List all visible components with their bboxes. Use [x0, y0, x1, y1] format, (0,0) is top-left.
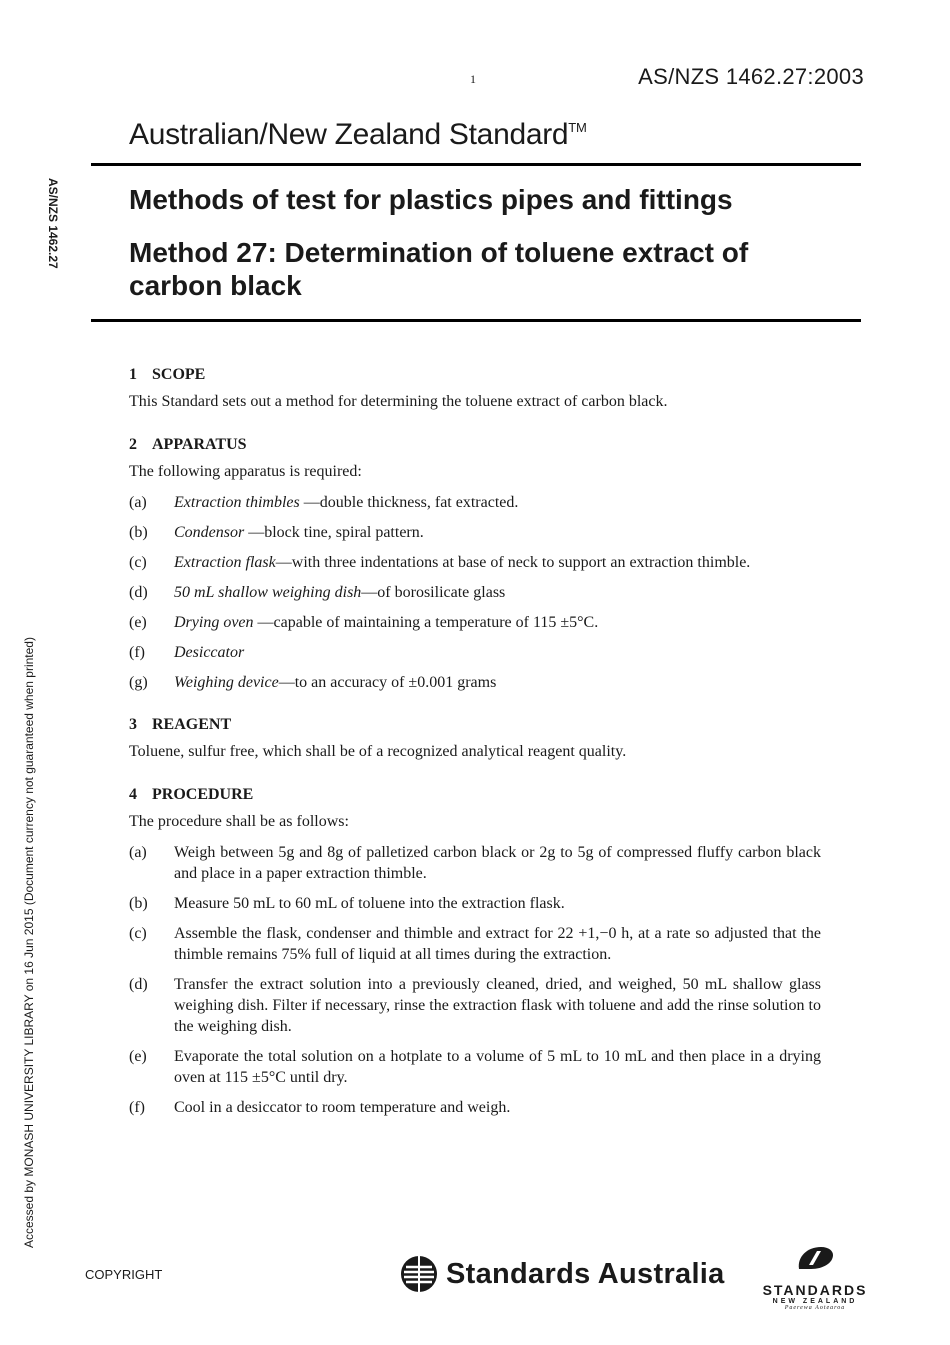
procedure-intro: The procedure shall be as follows: — [129, 813, 349, 830]
item-term: Drying oven — [174, 614, 254, 631]
apparatus-item — [129, 552, 821, 573]
item-text: Weigh between 5g and 8g of palletized carbon black or 2g to 5g of compressed fluffy carbon black and place in a paper extraction thimble. — [174, 844, 821, 882]
section-heading-procedure — [129, 784, 821, 805]
item-term: Desiccator — [174, 644, 245, 661]
item-description: —of borosilicate glass — [361, 584, 506, 601]
item-label: (e) — [129, 614, 147, 631]
item-label: (f) — [129, 644, 145, 661]
section-heading-reagent — [129, 714, 821, 735]
apparatus-list — [129, 492, 821, 693]
scope-text: This Standard sets out a method for determining the toluene extract of carbon black. — [129, 393, 668, 410]
item-term: Extraction thimbles — [174, 494, 300, 511]
standards-nz-word: STANDARDS — [762, 1282, 868, 1298]
procedure-item — [129, 1097, 821, 1118]
item-label: (a) — [129, 844, 147, 861]
section-number: 3 — [129, 716, 137, 733]
item-label: (d) — [129, 584, 148, 601]
item-description: —block tine, spiral pattern. — [244, 524, 424, 541]
item-text — [174, 522, 821, 543]
section-title: APPARATUS — [152, 436, 247, 453]
apparatus-item — [129, 582, 821, 603]
apparatus-item — [129, 642, 821, 663]
standards-australia-logo — [400, 1255, 725, 1293]
section-heading-scope — [129, 364, 821, 385]
item-text — [174, 642, 821, 663]
item-description: —capable of maintaining a temperature of 115 ±5°C. — [253, 614, 599, 631]
item-text: Measure 50 mL to 60 mL of toluene into the extraction flask. — [174, 895, 565, 912]
item-text — [174, 552, 821, 573]
standards-nz-emblem-icon — [793, 1243, 837, 1273]
section-title: SCOPE — [152, 366, 206, 383]
item-label: (g) — [129, 674, 148, 691]
item-text: Cool in a desiccator to room temperature and weigh. — [174, 1099, 511, 1116]
item-description: —double thickness, fat extracted. — [299, 494, 519, 511]
procedure-item — [129, 842, 821, 884]
item-description: —with three indentations at base of neck to support an extraction thimble. — [275, 554, 751, 571]
document-title: Methods of test for plastics pipes and fittings — [129, 184, 733, 215]
standard-kind-text: Australian/New Zealand Standard — [129, 118, 569, 151]
title-rule — [91, 319, 861, 322]
item-text — [174, 672, 821, 693]
item-text: Transfer the extract solution into a previously cleaned, dried, and weighed, 50 mL shallow glass weighing dish. Filter if necessary, rinse the extraction flask with toluene and add the rinse solution to the weighing dish. — [174, 976, 821, 1035]
item-label: (c) — [129, 554, 147, 571]
standards-australia-text: Standards Australia — [446, 1257, 725, 1290]
trademark: TM — [568, 120, 587, 135]
standards-nz-subtitle: NEW ZEALAND — [772, 1298, 858, 1305]
document-body — [129, 364, 821, 1127]
item-text — [174, 492, 821, 513]
apparatus-item — [129, 612, 821, 633]
standard-kind — [129, 118, 586, 152]
apparatus-item — [129, 672, 821, 693]
item-label: (c) — [129, 925, 147, 942]
procedure-item — [129, 1046, 821, 1088]
standards-new-zealand-logo — [755, 1243, 875, 1311]
item-label: (d) — [129, 976, 148, 993]
section-number: 2 — [129, 436, 137, 453]
section-title: PROCEDURE — [152, 786, 254, 803]
item-text: Evaporate the total solution on a hotplate to a volume of 5 mL to 10 mL and then place in a drying oven at 115 ±5°C until dry. — [174, 1048, 821, 1086]
procedure-item — [129, 893, 821, 914]
item-term: Extraction flask — [174, 554, 276, 571]
item-term: Weighing device — [174, 674, 279, 691]
sidebar-standard-code: AS/NZS 1462.27 — [46, 178, 60, 269]
procedure-item — [129, 923, 821, 965]
copyright-notice: COPYRIGHT — [85, 1267, 163, 1282]
standards-nz-maori-name: Paerewa Aotearoa — [784, 1305, 846, 1311]
apparatus-intro: The following apparatus is required: — [129, 463, 362, 480]
item-term: 50 mL shallow weighing dish — [174, 584, 362, 601]
standard-code: AS/NZS 1462.27:2003 — [638, 64, 864, 89]
method-title: Method 27: Determination of toluene extract of carbon black — [129, 237, 749, 301]
sidebar-access-note: Accessed by MONASH UNIVERSITY LIBRARY on 16 Jun 2015 (Document currency not guaranteed when printed) — [22, 637, 36, 1248]
item-label: (b) — [129, 524, 148, 541]
item-text — [174, 582, 821, 603]
apparatus-item — [129, 522, 821, 543]
section-title: REAGENT — [152, 716, 232, 733]
reagent-text: Toluene, sulfur free, which shall be of a recognized analytical reagent quality. — [129, 743, 627, 760]
item-description: —to an accuracy of ±0.001 grams — [278, 674, 497, 691]
item-label: (b) — [129, 895, 148, 912]
item-label: (f) — [129, 1099, 145, 1116]
item-term: Condensor — [174, 524, 245, 541]
page-number: 1 — [470, 72, 476, 86]
item-label: (e) — [129, 1048, 147, 1065]
item-text — [174, 612, 821, 633]
section-number: 1 — [129, 366, 137, 383]
item-text: Assemble the flask, condenser and thimble and extract for 22 +1,−0 h, at a rate so adjusted that the thimble remains 75% full of liquid at all times during the extraction. — [174, 925, 821, 963]
procedure-item — [129, 974, 821, 1037]
section-number: 4 — [129, 786, 137, 803]
apparatus-item — [129, 492, 821, 513]
top-rule — [91, 163, 861, 166]
standards-australia-emblem-icon — [400, 1255, 438, 1293]
section-heading-apparatus — [129, 434, 821, 455]
procedure-list — [129, 842, 821, 1118]
item-label: (a) — [129, 494, 147, 511]
